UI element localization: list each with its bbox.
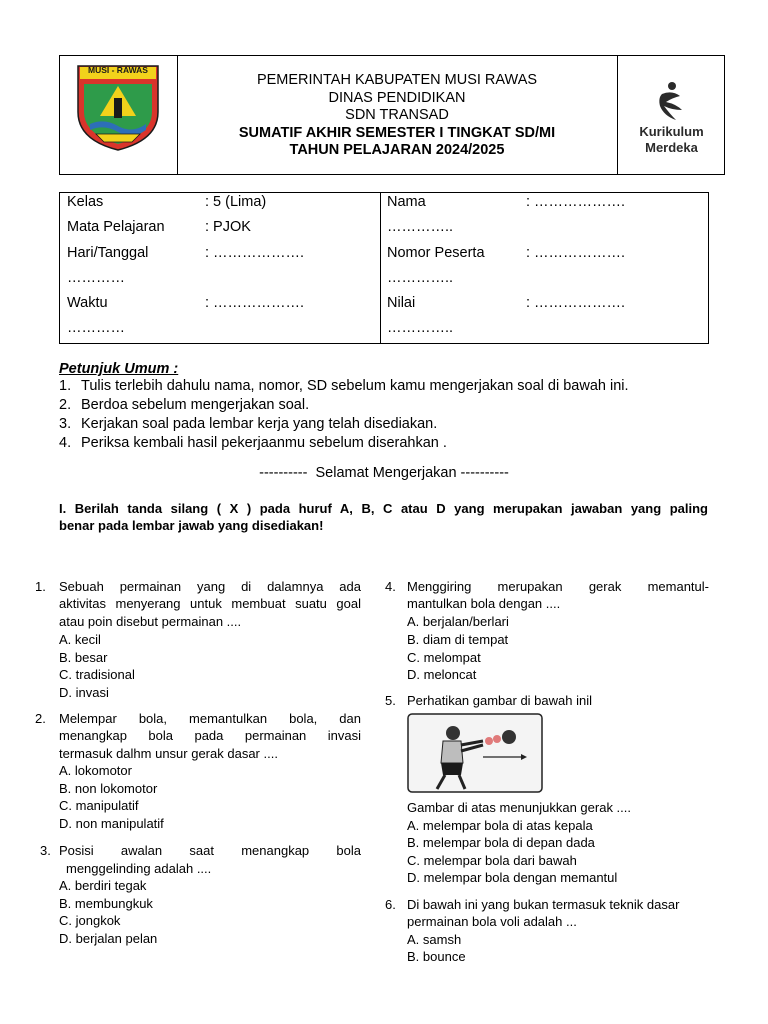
waktu-value: : ……………….	[205, 295, 305, 311]
petunjuk-num-3: 3.	[59, 416, 72, 432]
q3-option-d: D. berjalan pelan	[59, 931, 158, 946]
q5-option-c: C. melempar bola dari bawah	[407, 853, 577, 868]
header-line-exam: SUMATIF AKHIR SEMESTER I TINGKAT SD/MI	[238, 124, 556, 141]
q4-line-1: Menggiring merupakan gerak memantul-	[407, 579, 709, 594]
q3-option-a: A. berdiri tegak	[59, 878, 147, 893]
q3-line-1: Posisi awalan saat menangkap bola	[59, 843, 361, 858]
q1-option-a: A. kecil	[59, 632, 101, 647]
waktu-label: Waktu	[67, 295, 108, 311]
q6-line-2: permainan bola voli adalah ...	[407, 914, 577, 929]
petunjuk-num-1: 1.	[59, 378, 72, 394]
kelas-label: Kelas	[67, 194, 104, 210]
table-divider	[380, 193, 381, 343]
mapel-label: Mata Pelajaran	[67, 219, 165, 235]
nama-label: Nama	[387, 194, 426, 210]
petunjuk-title: Petunjuk Umum :	[59, 361, 179, 377]
q3-option-b: B. membungkuk	[59, 896, 153, 911]
kurikulum-merdeka-icon	[654, 80, 690, 122]
q4-option-a: A. berjalan/berlari	[407, 614, 509, 629]
nama-continuation: …………..	[387, 219, 454, 235]
nomor-value: : ……………….	[526, 245, 626, 261]
header-line-school: SDN TRANSAD	[345, 107, 449, 123]
q1-line-2: aktivitas menyerang untuk membuat suatu goal	[59, 596, 361, 611]
q4-number: 4.	[385, 579, 396, 594]
q4-option-b: B. diam di tempat	[407, 632, 509, 647]
q1-number: 1.	[35, 579, 46, 594]
q4-option-c: C. melompat	[407, 650, 481, 665]
q2-option-b: B. non lokomotor	[59, 781, 158, 796]
q3-option-c: C. jongkok	[59, 913, 121, 928]
q3-number: 3.	[40, 843, 51, 858]
q2-number: 2.	[35, 711, 46, 726]
petunjuk-item-2: Berdoa sebelum mengerjakan soal.	[81, 397, 310, 413]
header-line-government: PEMERINTAH KABUPATEN MUSI RAWAS	[256, 72, 538, 88]
hari-value: : ……………….	[205, 245, 305, 261]
q2-option-d: D. non manipulatif	[59, 816, 164, 831]
petunjuk-item-3: Kerjakan soal pada lembar kerja yang telah disediakan.	[81, 416, 438, 432]
q2-line-2: menangkap bola pada permainan invasi	[59, 728, 361, 743]
waktu-continuation: …………	[67, 320, 125, 336]
student-info-table	[59, 192, 709, 344]
petunjuk-num-2: 2.	[59, 397, 72, 413]
q2-line-1: Melempar bola, memantulkan bola, dan	[59, 711, 361, 726]
q5-line-1: Perhatikan gambar di bawah inil	[407, 693, 592, 708]
header-line-department: DINAS PENDIDIKAN	[328, 89, 466, 106]
header-title-block	[178, 72, 616, 160]
kurikulum-merdeka-cell	[617, 56, 725, 174]
q4-line-2: mantulkan bola dengan ....	[407, 596, 561, 611]
header-line-year: TAHUN PELAJARAN 2024/2025	[289, 142, 505, 158]
q5-line-2: Gambar di atas menunjukkan gerak ....	[407, 800, 632, 815]
q5-number: 5.	[385, 693, 396, 708]
q1-option-b: B. besar	[59, 650, 108, 665]
petunjuk-item-4: Periksa kembali hasil pekerjaanmu sebelum diserahkan .	[81, 435, 447, 451]
nomor-label: Nomor Peserta	[387, 245, 485, 261]
q2-option-c: C. manipulatif	[59, 798, 139, 813]
q4-option-d: D. meloncat	[407, 667, 477, 682]
q3-line-2: menggelinding adalah ....	[66, 861, 212, 876]
q5-option-d: D. melempar bola dengan memantul	[407, 870, 618, 885]
logo-text: MUSI - RAWAS	[88, 65, 148, 75]
q6-option-a: A. samsh	[407, 932, 462, 947]
q6-number: 6.	[385, 897, 396, 912]
nomor-continuation: …………..	[387, 270, 454, 286]
q2-line-3: termasuk dalhm unsur gerak dasar ....	[59, 746, 278, 761]
q6-line-1: Di bawah ini yang bukan termasuk teknik dasar	[407, 897, 680, 912]
chest-pass-illustration	[407, 713, 543, 793]
merdeka-label: Merdeka	[645, 140, 698, 155]
q1-line-1: Sebuah permainan yang di dalamnya ada	[59, 579, 361, 594]
hari-label: Hari/Tanggal	[67, 245, 149, 261]
q5-option-a: A. melempar bola di atas kepala	[407, 818, 593, 833]
nama-value: : ……………….	[526, 194, 626, 210]
kurikulum-label: Kurikulum	[639, 124, 704, 139]
nilai-value: : ……………….	[526, 295, 626, 311]
mapel-value: : PJOK	[205, 219, 251, 235]
musi-rawas-emblem	[76, 64, 160, 152]
q1-line-3: atau poin disebut permainan ....	[59, 614, 242, 629]
q6-option-b: B. bounce	[407, 949, 466, 964]
exam-header	[59, 55, 725, 175]
q2-option-a: A. lokomotor	[59, 763, 132, 778]
greeting: ---------- Selamat Mengerjakan ----------	[259, 465, 509, 481]
q1-option-d: D. invasi	[59, 685, 109, 700]
section-instruction-line-1: I. Berilah tanda silang ( X ) pada huruf A, B, C atau D yang merupakan jawaban yang paling	[59, 501, 708, 516]
q1-option-c: C. tradisional	[59, 667, 135, 682]
hari-continuation: …………	[67, 270, 125, 286]
q5-option-b: B. melempar bola di depan dada	[407, 835, 595, 850]
nilai-label: Nilai	[387, 295, 416, 311]
kelas-value: : 5 (Lima)	[205, 194, 267, 210]
logo-cell	[60, 56, 178, 174]
petunjuk-item-1: Tulis terlebih dahulu nama, nomor, SD sebelum kamu mengerjakan soal di bawah ini.	[81, 378, 629, 394]
section-instruction-line-2: benar pada lembar jawab yang disediakan!	[59, 518, 324, 533]
nilai-continuation: …………..	[387, 320, 454, 336]
petunjuk-num-4: 4.	[59, 435, 72, 451]
